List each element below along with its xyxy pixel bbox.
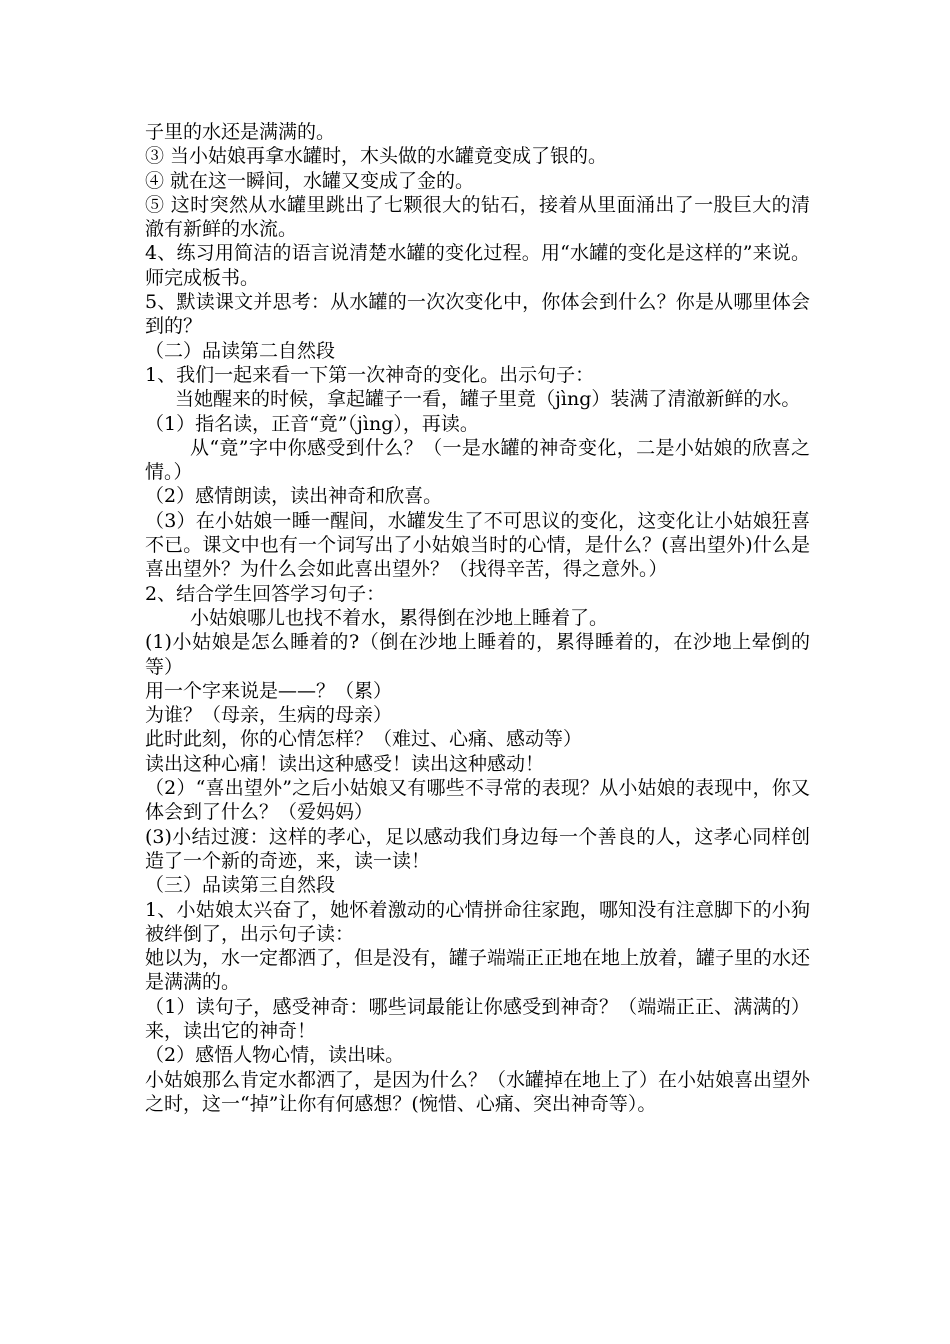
paragraph: （2）感情朗读，读出神奇和欣喜。	[145, 485, 443, 508]
document-body	[145, 120, 810, 1116]
paragraph: ③ 当小姑娘再拿水罐时，木头做的水罐竟变成了银的。	[145, 145, 608, 168]
paragraph: （1）读句子，感受神奇：哪些词最能让你感受到神奇？（端端正正、满满的）来，读出它的神奇！	[145, 995, 810, 1042]
paragraph: 1、小姑娘太兴奋了，她怀着激动的心情拼命往家跑，哪知没有注意脚下的小狗被绊倒了，出示句子读：	[145, 898, 810, 945]
paragraph: 读出这种心痛！读出这种感受！读出这种感动！	[145, 752, 545, 775]
paragraph: 4、练习用简洁的语言说清楚水罐的变化过程。用“水罐的变化是这样的”来说。师完成板书。	[145, 242, 810, 289]
paragraph: 当她醒来的时候，拿起罐子一看，罐子里竟（jìng）装满了清澈新鲜的水。	[175, 388, 801, 411]
paragraph: 用一个字来说是——？（累）	[145, 679, 393, 702]
paragraph: (3)小结过渡：这样的孝心，足以感动我们身边每一个善良的人，这孝心同样创造了一个新的奇迹，来，读一读！	[145, 825, 810, 872]
paragraph: 小姑娘那么肯定水都洒了，是因为什么？（水罐掉在地上了）在小姑娘喜出望外之时，这一“掉”让你有何感想？(惋惜、心痛、突出神奇等）。	[145, 1068, 811, 1115]
paragraph: 她以为，水一定都洒了，但是没有，罐子端端正正地在地上放着，罐子里的水还是满满的。	[145, 947, 811, 994]
paragraph: 从“竟”字中你感受到什么？（一是水罐的神奇变化，二是小姑娘的欣喜之情。）	[145, 436, 810, 484]
paragraph: 子里的水还是满满的。	[145, 121, 336, 143]
paragraph: 2、结合学生回答学习句子：	[145, 582, 386, 605]
paragraph: （3）在小姑娘一睡一醒间，水罐发生了不可思议的变化，这变化让小姑娘狂喜不已。课文中也有一个词写出了小姑娘当时的心情，是什么？(喜出望外)什么是喜出望外？为什么会如此喜出望外？（找得辛苦，得之意外。）	[145, 509, 810, 581]
paragraph: （三）品读第三自然段	[145, 874, 336, 897]
paragraph: (1)小姑娘是怎么睡着的?（倒在沙地上睡着的，累得睡着的，在沙地上晕倒的等）	[145, 631, 810, 678]
paragraph: 5、默读课文并思考：从水罐的一次次变化中，你体会到什么？你是从哪里体会到的？	[145, 291, 810, 338]
paragraph: 为谁？（母亲，生病的母亲）	[145, 704, 393, 727]
paragraph: （2）感悟人物心情，读出味。	[145, 1044, 405, 1067]
paragraph: （2）“喜出望外”之后小姑娘又有哪些不寻常的表现？从小姑娘的表现中，你又体会到了什么？（爱妈妈）	[145, 777, 810, 824]
paragraph: ⑤ 这时突然从水罐里跳出了七颗很大的钻石，接着从里面涌出了一股巨大的清澈有新鲜的水流。	[145, 193, 810, 241]
paragraph: ④ 就在这一瞬间，水罐又变成了金的。	[145, 169, 475, 192]
paragraph: 小姑娘哪儿也找不着水，累得倒在沙地上睡着了。	[190, 606, 609, 629]
paragraph: 此时此刻，你的心情怎样？（难过、心痛、感动等）	[145, 728, 583, 751]
paragraph: 1、我们一起来看一下第一次神奇的变化。出示句子：	[145, 363, 595, 386]
paragraph: （1）指名读，正音“竟”（jìng），再读。	[145, 412, 479, 435]
paragraph: （二）品读第二自然段	[145, 339, 336, 362]
